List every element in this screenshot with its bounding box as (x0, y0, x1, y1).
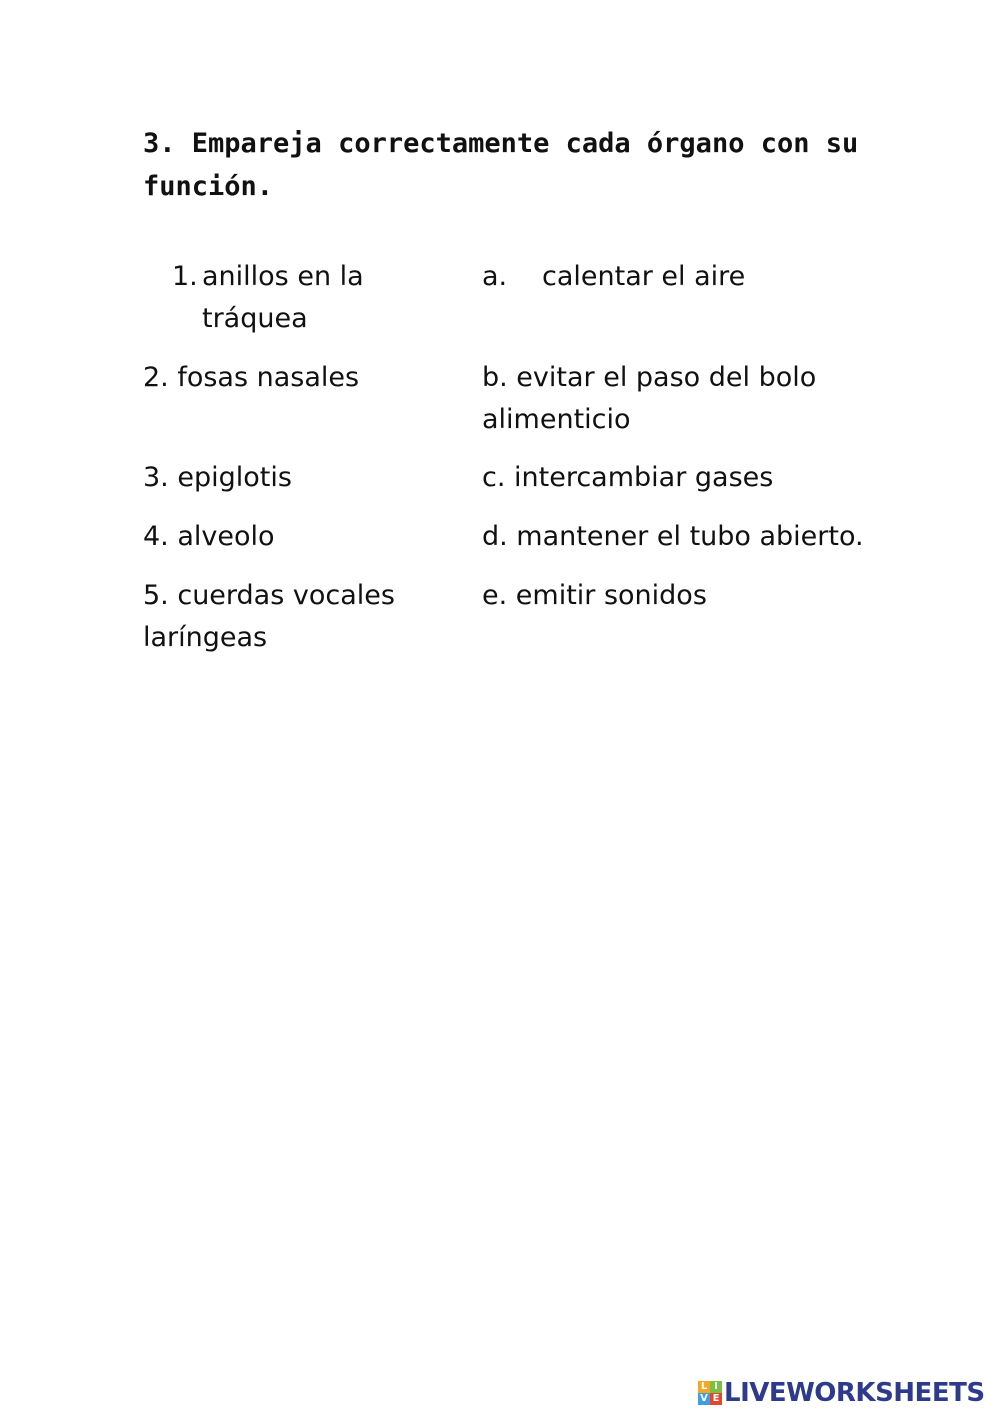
function-label: a. (482, 261, 508, 292)
organ-text-line2: tráquea (202, 303, 308, 334)
organ-item-4: 4. alveolo (143, 521, 275, 552)
function-item-c: c. intercambiar gases (482, 462, 774, 493)
organ-item-3: 3. epiglotis (143, 462, 292, 493)
logo-mark-letter: V (698, 1393, 710, 1405)
organ-text-line2: laríngeas (143, 622, 268, 653)
logo-mark-letter: L (698, 1381, 710, 1393)
organ-text-line1: 5. cuerdas vocales (143, 580, 395, 611)
function-item-b (482, 357, 816, 441)
function-text: calentar el aire (542, 261, 746, 292)
function-item-a (482, 256, 745, 298)
organ-number: 1. (172, 261, 198, 292)
function-item-e: e. emitir sonidos (482, 580, 707, 611)
logo-mark-icon (698, 1381, 722, 1405)
logo-mark-letter: I (710, 1381, 722, 1393)
page-title: 3. Empareja correctamente cada órgano con su función. (143, 128, 859, 202)
organ-text-line1: anillos en la (202, 261, 364, 292)
liveworksheets-logo (698, 1378, 985, 1408)
organ-item-1 (172, 256, 364, 340)
logo-mark-letter: E (710, 1393, 722, 1405)
organ-item-5 (143, 575, 395, 659)
function-text-line2: alimenticio (482, 404, 631, 435)
function-text-line1: b. evitar el paso del bolo (482, 362, 817, 393)
brand-text: LIVEWORKSHEETS (724, 1378, 985, 1408)
organ-item-2: 2. fosas nasales (143, 362, 360, 393)
function-item-d: d. mantener el tubo abierto. (482, 521, 864, 552)
